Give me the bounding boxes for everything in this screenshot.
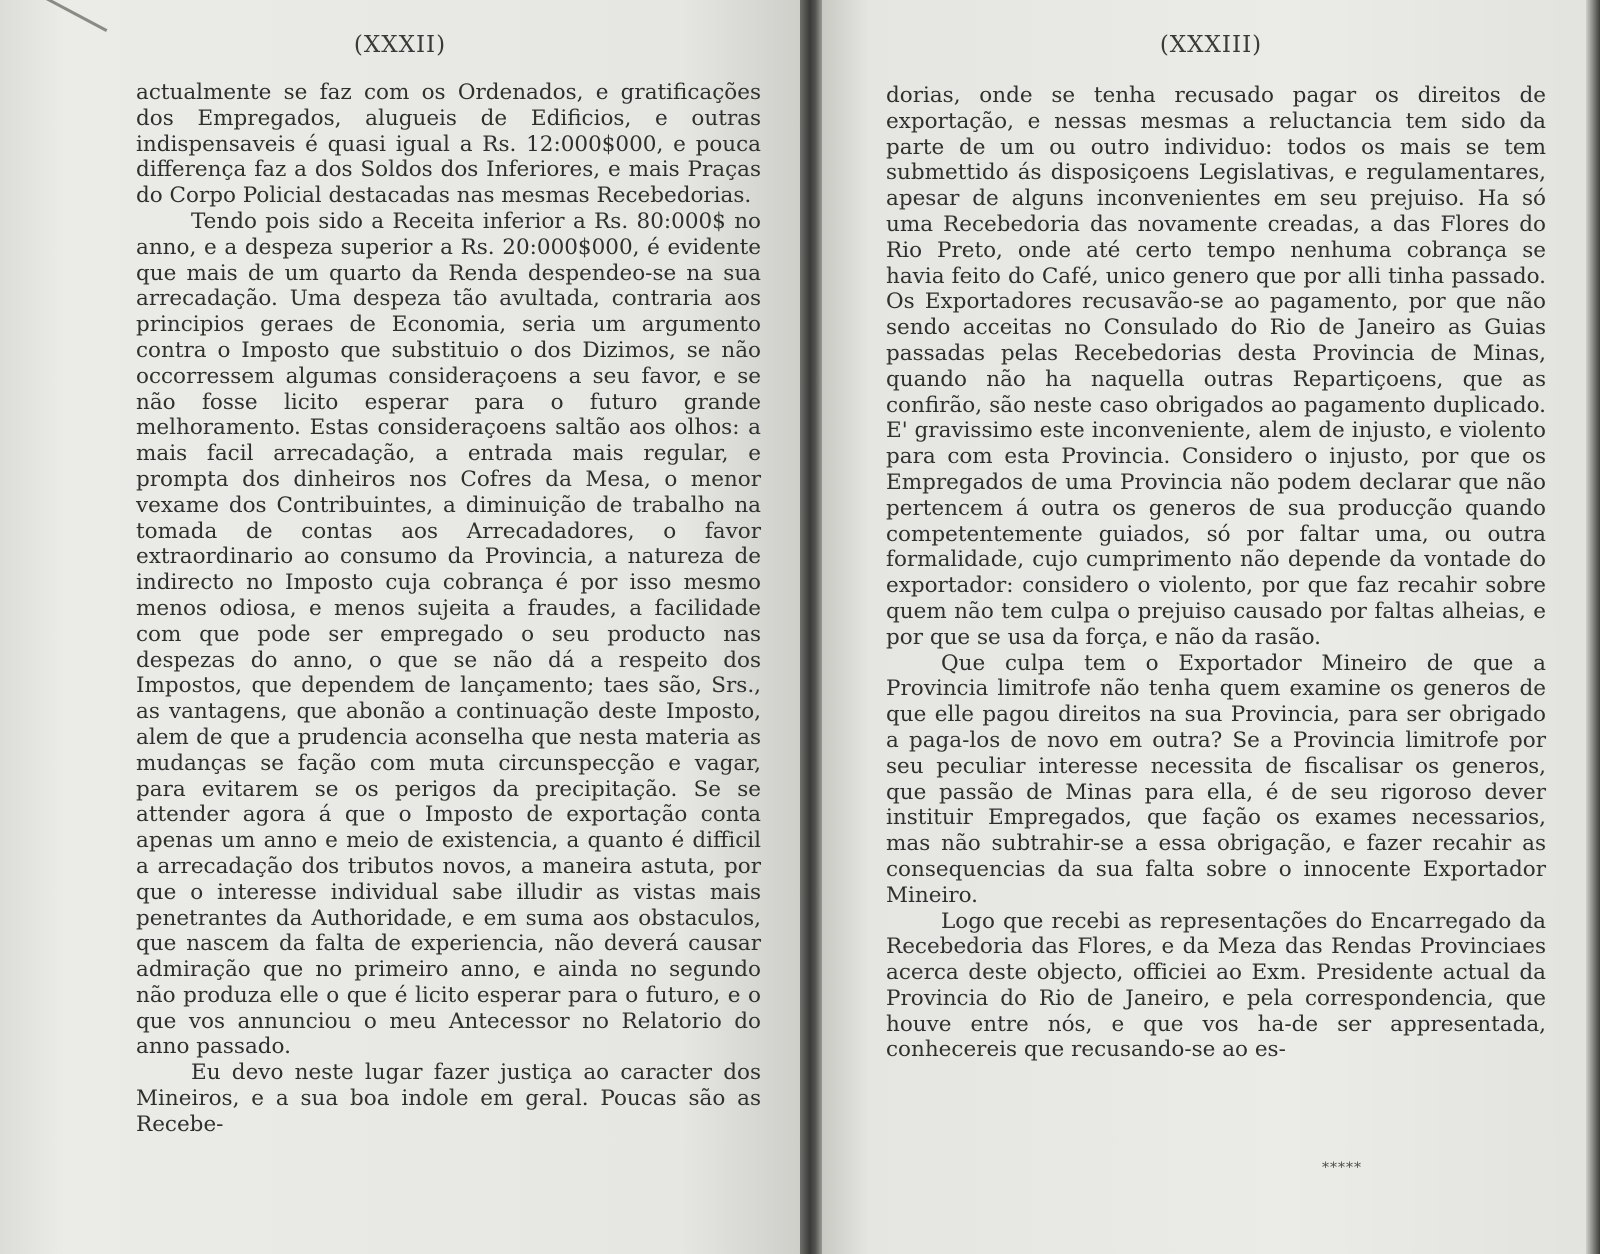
left-paragraph-3: Eu devo neste lugar fazer justiça ao caracter dos Mineiros, e a sua boa indole em geral. Poucas são as Recebe- — [136, 1060, 761, 1137]
right-page — [822, 0, 1600, 1254]
left-paragraph-2: Tendo pois sido a Receita inferior a Rs. 80:000$ no anno, e a despeza superior a Rs. 20:000$000, é evidente que mais de um quarto da Renda despendeo-se na sua arrecadação. Uma despeza tão avultada, contraria aos principios geraes de Economia, seria um argumento contra o Imposto que substituio o dos Dizimos, se não occorressem algumas consideraçoens a seu favor, e se não fosse licito esperar para o futuro grande melhoramento. Estas consideraçoens saltão aos olhos: a mais facil arrecadação, a entrada mais regular, e prompta dos dinheiros nos Cofres da Mesa, o menor vexame dos Contribuintes, a diminuição de trabalho na tomada de contas aos Arrecadadores, o favor extraordinario ao consumo da Provincia, a natureza de indirecto no Imposto cuja cobrança é por isso mesmo menos odiosa, e menos sujeita a fraudes, a facilidade com que pode ser empregado o seu producto nas despezas do anno, o que se não dá a respeito dos Impostos, que dependem de lançamento; taes são, Srs., as vantagens, que abonão a continuação deste Imposto, alem de que a prudencia aconselha que nesta materia as mudanças se fação com muta circunspecção e vagar, para evitarem se os perigos da precipitação. Se se attender agora á que o Imposto de exportação conta apenas um anno e meio de existencia, a quanto é difficil a arrecadação dos tributos novos, a maneira astuta, por que o interesse individual sabe illudir as vistas mais penetrantes da Authoridade, e em suma aos obstaculos, que nascem da falta de experiencia, não deverá causar admiração que no primeiro anno, e ainda no segundo não produza elle o que é licito esperar para o futuro, e o que vos annunciou o meu Antecessor no Relatorio do anno passado. — [136, 208, 761, 1060]
right-paragraph-3: Logo que recebi as representações do Encarregado da Recebedoria das Flores, e da Meza das Rendas Provinciaes acerca deste objecto, officiei ao Exm. Presidente actual da Provincia do Rio de Janeiro, e pela correspondencia, que houve entre nós, e que vos ha-de ser appresentada, conhecereis que recusando-se ao es- — [886, 908, 1546, 1063]
left-page-body — [136, 80, 761, 1138]
left-paragraph-1: actualmente se faz com os Ordenados, e gratificações dos Empregados, alugueis de Edificios, e outras indispensaveis é quasi igual a Rs. 12:000$000, e pouca differença faz a dos Soldos dos Inferiores, e mais Praças do Corpo Policial destacadas nas mesmas Recebedorias. — [136, 80, 761, 209]
book-gutter — [800, 0, 822, 1254]
page-corner-smudge — [27, 0, 108, 32]
page-footer-mark: ***** — [1322, 1160, 1362, 1176]
right-page-body — [886, 83, 1546, 1063]
right-paragraph-1: dorias, onde se tenha recusado pagar os direitos de exportação, e nessas mesmas a reluctancia tem sido da parte de um ou outro individuo: todos os mais se tem submettido ás disposiçoens Legislativas, e regulamentares, apesar de alguns inconvenientes em seu prejuiso. Ha só uma Recebedoria das novamente creadas, a das Flores do Rio Preto, onde até certo tempo nenhuma cobrança se havia feito do Café, unico genero que por alli tinha passado. Os Exportadores recusavão-se ao pagamento, por que não sendo acceitas no Consulado do Rio de Janeiro as Guias passadas pelas Recebedorias desta Provincia de Minas, quando não ha naquella outras Repartiçoens, que as confirão, são neste caso obrigados ao pagamento duplicado. E' gravissimo este inconveniente, alem de injusto, e violento para com esta Provincia. Considero o injusto, por que os Empregados de uma Provincia não podem declarar que não pertencem á outra os generos de sua producção quando competentemente guiados, só por faltar uma, ou outra formalidade, cujo cumprimento não depende da vontade do exportador: considero o violento, por que faz recahir sobre quem não tem culpa o prejuiso causado por faltas alheias, e por que se usa da força, e não da rasão. — [886, 83, 1546, 650]
right-paragraph-2: Que culpa tem o Exportador Mineiro de que a Provincia limitrofe não tenha quem examine os generos de que elle pagou direitos na sua Provincia, para ser obrigado a paga-los de novo em outra? Se a Provincia limitrofe por seu peculiar interesse necessita de fiscalisar os generos, que passão de Minas para ella, é de seu rigoroso dever instituir Empregados, que fação os exames necessarios, mas não subtrahir-se a essa obrigação, e fazer recahir as consequencias da sua falta sobre o innocente Exportador Mineiro. — [886, 650, 1546, 908]
right-page-header: (XXXIII) — [1159, 32, 1263, 58]
left-page-header: (XXXII) — [353, 32, 447, 58]
page-edge — [1586, 0, 1600, 1254]
